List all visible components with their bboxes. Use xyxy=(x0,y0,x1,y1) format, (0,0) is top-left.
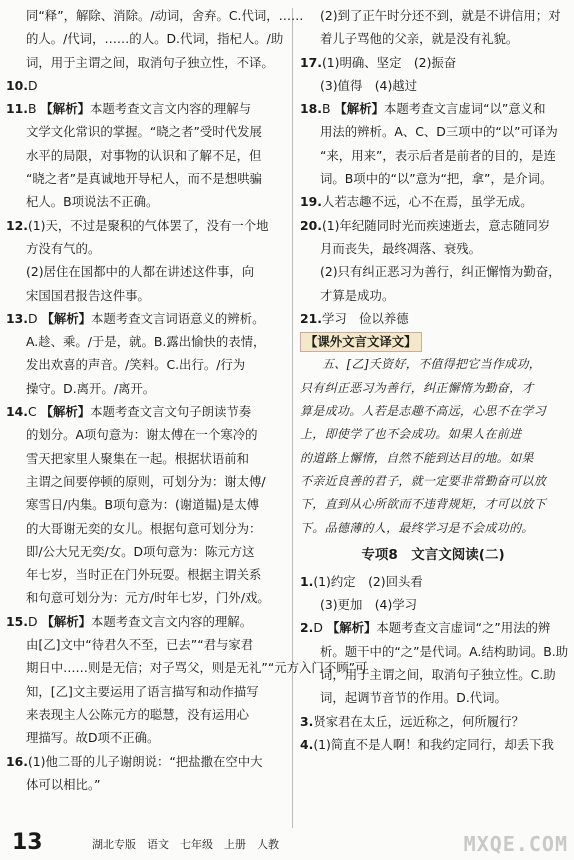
answer-text: 期日中……则是无信；对子骂父，则是无礼”“元方入门不顾”可 xyxy=(26,660,368,676)
translation-line: 不亲近良善的君子，就一定要非常勤奋可以放 xyxy=(300,473,547,488)
answer-line xyxy=(6,27,284,50)
answer-line xyxy=(300,51,566,74)
answer-text: B xyxy=(321,101,331,117)
answer-line xyxy=(6,540,281,563)
answer-text: 才算是成功。 xyxy=(320,287,395,303)
answer-text: 人若志趣不远，心不在焉，虽学无成。 xyxy=(321,194,533,210)
question-number: 14. xyxy=(6,404,28,420)
translation-line: 下，直到从心所欲而不违背规矩，才可以放下 xyxy=(300,497,547,512)
answer-text: 的人。/代词，……的人。D.代词，指杞人。/助 xyxy=(26,31,284,47)
section-title: 专项8 文言文阅读(二) xyxy=(361,546,505,563)
translation-box xyxy=(300,330,566,540)
translation-lines xyxy=(300,353,566,539)
answer-line xyxy=(6,167,281,190)
question-number: 3. xyxy=(300,713,314,729)
question-number: 19. xyxy=(300,194,322,210)
answer-text: 同“释”，解除、消除。/动词，舍弃。C.代词，…… xyxy=(26,8,304,23)
analysis-text: 本题考查文言文句子朗读节奏 xyxy=(90,404,252,420)
answer-text: 水平的局限，对事物的认识和了解不足，但 xyxy=(26,147,262,163)
column-divider xyxy=(292,8,293,828)
watermark: MXQE.COM xyxy=(463,832,568,856)
translation-label: 【课外文言文译文】 xyxy=(300,332,422,352)
answer-line xyxy=(6,633,281,656)
answer-line xyxy=(6,703,281,726)
answer-text: 来表现主人公陈元方的聪慧，没有运用心 xyxy=(26,706,250,722)
answer-text: 知，[乙]文主要运用了语言描写和动作描写 xyxy=(26,683,259,699)
answer-text: (2)到了正午时分还不到，就是不讲信用；对 xyxy=(320,8,561,23)
answer-line xyxy=(6,750,281,773)
answer-line xyxy=(6,97,281,120)
analysis-tag: 【解析】 xyxy=(40,101,90,117)
answer-text: 的划分。A项句意为：谢太傅在一个寒冷的 xyxy=(26,427,258,443)
answer-text: (1)天，不过是聚积的气体罢了，没有一个地 xyxy=(27,217,269,233)
answer-line xyxy=(6,586,281,609)
answer-line xyxy=(6,517,281,540)
answer-line xyxy=(6,237,281,260)
answer-line xyxy=(6,307,281,330)
answer-text: (2)居住在国都中的人都在讲述这件事，向 xyxy=(26,264,255,280)
answer-text: 体可以相比。” xyxy=(26,776,101,792)
answer-text: D xyxy=(27,613,38,629)
question-number: 2. xyxy=(300,620,314,636)
question-number: 12. xyxy=(6,217,28,233)
book-info: 湖北专版 语文 七年级 上册 人教 xyxy=(92,838,279,851)
translation-line: 下。品德薄的人，最终学习是不会成功的。 xyxy=(300,520,534,535)
answer-line xyxy=(300,260,566,283)
answer-line xyxy=(6,260,281,283)
answer-text: C xyxy=(27,404,37,420)
right-column xyxy=(300,4,569,756)
analysis-text: 本题考查文言词语意义的辨析。 xyxy=(91,310,265,326)
answer-text: (1)明确、坚定 (2)振奋 xyxy=(321,54,457,70)
answer-text: (1)简直不是人啊！和我约定同行，却丢下我 xyxy=(313,736,554,752)
answer-text: 方没有气的。 xyxy=(26,240,101,256)
question-number: 17. xyxy=(300,54,322,70)
question-number: 13. xyxy=(6,310,28,326)
translation-line: 只有纠正恶习为善行，纠正懈惰为勤奋，才 xyxy=(300,380,534,395)
answer-text: 发出欢喜的声音。/笑料。C.出行。/行为 xyxy=(26,357,246,373)
answer-text: 贤家君在太丘，远近称之，何所履行？ xyxy=(313,713,524,729)
answer-line xyxy=(6,726,281,749)
answer-line xyxy=(6,330,281,353)
answer-text: 着儿子骂他的父亲，就是没有礼貌。 xyxy=(320,31,519,47)
answer-line xyxy=(6,353,281,376)
answer-text: 主谓之间要停顿的原则，可划分为：谢太傅/ xyxy=(26,473,266,489)
answers-17-21 xyxy=(300,4,566,330)
question-number: 4. xyxy=(300,736,314,752)
answer-text: (3)值得 (4)越过 xyxy=(320,77,418,93)
translation-line: 五、[乙]夭资好，不值得把它当作成功， xyxy=(322,357,542,372)
answer-line xyxy=(6,447,281,470)
analysis-tag: 【解析】 xyxy=(41,310,92,326)
answer-text: (1)年纪随同时光而疾速逝去，意志随同岁 xyxy=(321,217,551,233)
question-number: 11. xyxy=(6,101,28,117)
answer-line xyxy=(6,773,281,796)
answer-line xyxy=(6,284,281,307)
analysis-tag: 【解析】 xyxy=(334,101,384,117)
translation-line: 的道路上懈惰，自然不能到达目的地。如果 xyxy=(300,450,534,465)
answers-section-8 xyxy=(300,570,569,756)
answer-text: 和句意可划分为：元方/时年七岁，门外/戏。 xyxy=(26,590,270,606)
analysis-tag: 【解析】 xyxy=(326,620,377,636)
answer-text: 词，起调节音节的作用。D.代词。 xyxy=(320,690,507,706)
answer-line xyxy=(300,74,566,97)
translation-label-row xyxy=(300,330,566,353)
answer-line xyxy=(300,616,566,639)
answer-line xyxy=(6,377,281,400)
answer-line xyxy=(6,493,281,516)
answer-line xyxy=(300,4,566,27)
answer-text: A.趁、乘。/于是，就。B.露出愉快的表情， xyxy=(26,334,266,350)
answer-line xyxy=(300,167,566,190)
question-number: 20. xyxy=(300,217,322,233)
answer-line xyxy=(6,656,368,679)
analysis-text: 本题考查文言文内容的理解与 xyxy=(89,101,252,117)
question-number: 18. xyxy=(300,101,322,117)
answer-text: 学习 俭以养德 xyxy=(321,310,409,326)
answer-line xyxy=(300,97,566,120)
answer-line xyxy=(300,710,566,733)
analysis-text: 本题考查文言虚词“以”意义和 xyxy=(383,101,546,117)
translation-line: 上，即使学了也不会成功。如果人在前进 xyxy=(300,427,522,442)
answer-line xyxy=(300,733,566,756)
question-number: 21. xyxy=(300,310,322,326)
answer-line xyxy=(6,74,281,97)
answer-line xyxy=(300,144,566,167)
answer-text: D xyxy=(27,310,38,326)
translation-line: 算是成功。人若是志趣不高远，心思不在学习 xyxy=(300,404,547,419)
answer-text: 寒雪日/内集。B项句意为：(谢道韫)是太傅 xyxy=(26,497,259,513)
answer-text: D xyxy=(27,77,38,93)
answer-line xyxy=(300,27,566,50)
page-number: 13 xyxy=(12,830,43,855)
answer-line xyxy=(300,214,566,237)
answer-line xyxy=(6,144,281,167)
answer-text: 析。题干中的“之”是代词。A.结构助词。B.助 xyxy=(320,643,569,659)
answer-text: (2)只有纠正恶习为善行，纠正懈惰为勤奋， xyxy=(320,264,561,280)
answer-line xyxy=(300,686,566,709)
analysis-text: 本题考查文言文内容的理解。 xyxy=(91,613,253,629)
answer-line xyxy=(300,237,566,260)
answer-text: 用法的辨析。A、C、D三项中的“以”可译为 xyxy=(320,124,558,140)
answer-text: D xyxy=(313,620,323,636)
answer-text: 年七岁，当时正在门外玩耍。根据主谓关系 xyxy=(26,567,262,583)
answer-line xyxy=(6,470,281,493)
answer-text: 词，用于主谓之间，取消句子独立性，不译。 xyxy=(26,54,274,70)
analysis-text: 本题考查文言虚词“之”用法的辨 xyxy=(376,620,551,636)
question-number: 16. xyxy=(6,753,28,769)
answer-text: 由[乙]文中“待君久不至，已去”“君与家君 xyxy=(26,637,254,653)
answer-text: 即/公大兄无奕/女。D项句意为：陈元方这 xyxy=(26,543,255,559)
answer-line xyxy=(6,4,304,27)
answer-text: 宋国国君报告这件事。 xyxy=(26,287,150,303)
answer-line xyxy=(300,120,566,143)
answer-text: 词。B项中的“以”意为“把，拿”，是介词。 xyxy=(320,171,553,187)
answer-line xyxy=(300,640,569,663)
answer-line xyxy=(300,570,566,593)
answer-text: 月而丧失，最终凋落、衰残。 xyxy=(320,240,482,256)
answer-line xyxy=(6,610,281,633)
answer-text: “晓之者”是真诚地开导杞人，而不是想哄骗 xyxy=(26,171,262,187)
answer-text: (3)更加 (4)学习 xyxy=(320,597,418,613)
analysis-tag: 【解析】 xyxy=(40,404,91,420)
answer-line xyxy=(300,190,566,213)
answer-line xyxy=(6,190,281,213)
answer-line xyxy=(300,663,566,686)
answer-line xyxy=(6,51,281,74)
answer-text: 操守。D.离开。/离开。 xyxy=(26,380,156,396)
answer-text: “来，用来”，表示后者是前者的目的，是连 xyxy=(320,147,556,163)
answer-line xyxy=(6,563,281,586)
answer-text: 的大哥谢无奕的女儿。根据句意可划分为： xyxy=(26,520,262,536)
analysis-tag: 【解析】 xyxy=(41,613,92,629)
answer-text: 文学文化常识的掌握。“晓之者”受时代发展 xyxy=(26,124,262,140)
answer-text: 理描写。故D项不正确。 xyxy=(26,730,160,746)
answer-text: 词，用于主谓之间，取消句子独立性。C.助 xyxy=(320,667,556,683)
answer-line xyxy=(300,284,566,307)
question-number: 1. xyxy=(300,573,314,589)
answer-line xyxy=(300,593,566,616)
answer-line xyxy=(6,214,281,237)
answer-line xyxy=(6,680,281,703)
answer-line xyxy=(6,120,281,143)
answer-text: (1)他二哥的儿子谢朗说：“把盐撒在空中大 xyxy=(27,753,263,769)
answer-line xyxy=(6,400,281,423)
answer-text: 雪天把家里人聚集在一起。根据状语前和 xyxy=(26,450,250,466)
question-number: 15. xyxy=(6,613,28,629)
answer-text: 杞人。B项说法不正确。 xyxy=(26,194,159,210)
answer-line xyxy=(6,423,281,446)
page-footer xyxy=(0,828,574,860)
answer-line xyxy=(300,307,566,330)
answer-text: (1)约定 (2)回头看 xyxy=(313,573,423,589)
answer-text: B xyxy=(27,101,37,117)
question-number: 10. xyxy=(6,77,28,93)
